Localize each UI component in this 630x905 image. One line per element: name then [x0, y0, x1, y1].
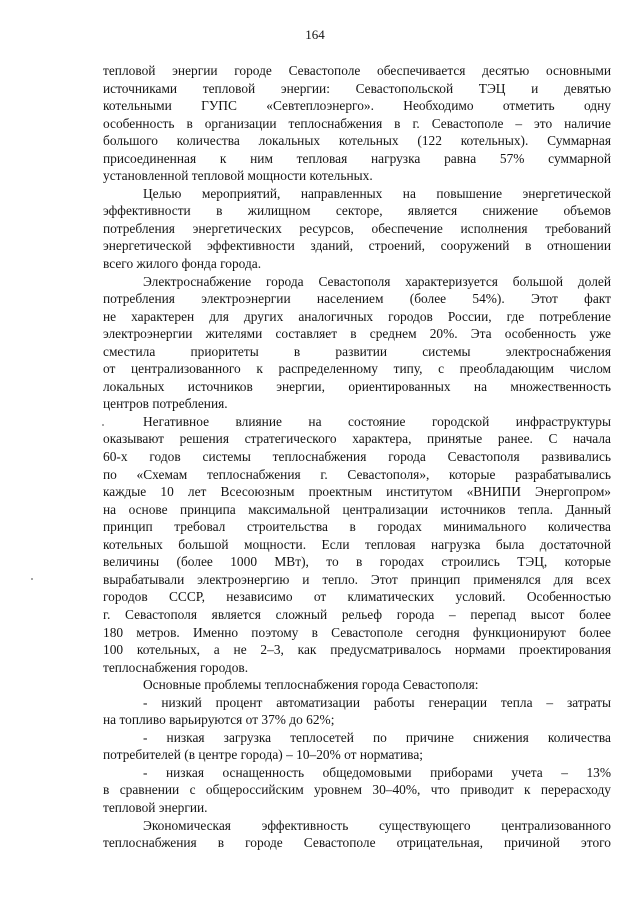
text-line: установленной тепловой мощности котельных. [103, 168, 373, 184]
text-line: локальных источников энергии, ориентированных на множественность [103, 378, 611, 394]
text-line: источниками тепловой энергии: Севастопольской ТЭЦ и девятью [103, 80, 611, 96]
text-line: всего жилого фонда города. [103, 256, 262, 272]
text-line: г. Севастополя является сложный рельеф города – перепад высот более [103, 606, 611, 622]
text-line: большого количества локальных котельных (122 котельных). Суммарная [103, 133, 611, 149]
text-line: в сравнении с общероссийским уровнем 30–40%, что приводит к перерасходу [103, 782, 611, 798]
text-line: - низкая оснащенность общедомовыми приборами учета – 13% [143, 764, 611, 780]
text-line: энергетической эффективности зданий, строений, сооружений в отношении [103, 238, 611, 254]
page-number: 164 [305, 27, 325, 42]
text-line: от централизованного к распределенному типу, с преобладающим числом [103, 361, 611, 377]
text-line: теплоснабжения в городе Севастополе отрицательная, причиной этого [103, 835, 611, 851]
text-line: тепловой энергии. [103, 799, 208, 815]
text-line: - низкий процент автоматизации работы генерации тепла – затраты [143, 694, 611, 710]
text-line: величины (более 1000 МВт), то в городах строились ТЭЦ, которые [103, 554, 611, 570]
text-line: принцип требовал строительства в городах минимального количества [103, 519, 611, 535]
text-line: на топливо варьируются от 37% до 62%; [103, 712, 335, 728]
text-line: особенность в организации теплоснабжения в г. Севастополе – это наличие [103, 115, 611, 131]
text-line: потребителей (в центре города) – 10–20% от норматива; [103, 747, 423, 763]
text-line: тепловой энергии городе Севастополе обеспечивается десятью основными [103, 63, 611, 78]
text-line: Целью мероприятий, направленных на повышение энергетической [143, 185, 611, 201]
text-line: не характерен для других аналогичных городов России, где потребление [103, 308, 611, 324]
text-line: котельных большой мощности. Если тепловая нагрузка была достаточной [103, 536, 611, 552]
scan-speck [102, 424, 104, 426]
text-line: электроэнергии жителями составляет в среднем 20%. Эта особенность уже [103, 326, 611, 342]
text-line: центров потребления. [103, 396, 228, 412]
text-line: на основе принципа максимальной централизации источников тепла. Данный [103, 501, 611, 517]
text-line: - низкая загрузка теплосетей по причине снижения количества [143, 729, 611, 745]
text-line: Основные проблемы теплоснабжения города Севастополя: [143, 677, 479, 693]
text-line: 60-х годов системы теплоснабжения города Севастополя развивались [103, 449, 611, 465]
text-line: вырабатывали электроэнергию и тепло. Этот принцип применялся для всех [103, 571, 611, 587]
text-line: эффективности в жилищном секторе, является снижение объемов [103, 203, 611, 219]
text-line: Негативное влияние на состояние городской инфраструктуры [143, 413, 611, 429]
text-line: оказывают решения стратегического характера, принятые ранее. С начала [103, 431, 611, 447]
text-line: потребления электроэнергии населением (более 54%). Этот факт [103, 291, 611, 307]
text-line: потребления энергетических ресурсов, обеспечение исполнения требований [103, 220, 611, 236]
text-line: котельными ГУПС «Севтеплоэнерго». Необходимо отметить одну [103, 98, 611, 114]
text-line: по «Схемам теплоснабжения г. Севастополя», которые разрабатывались [103, 466, 611, 482]
text-line: сместила приоритеты в развитии системы электроснабжения [103, 343, 611, 359]
body-text [103, 62, 611, 852]
text-line: 180 метров. Именно поэтому в Севастополе сегодня функционируют более [103, 624, 611, 640]
text-line: теплоснабжения городов. [103, 659, 249, 675]
text-line: городов СССР, независимо от климатических условий. Особенностью [103, 589, 611, 605]
text-line: присоединенная к ним тепловая нагрузка равна 57% суммарной [103, 150, 611, 166]
text-line: 100 котельных, а не 2–3, как предусматривалось нормами проектирования [103, 642, 611, 658]
text-line: Экономическая эффективность существующего централизованного [143, 817, 611, 833]
text-line: каждые 10 лет Всесоюзным проектным институтом «ВНИПИ Энергопром» [103, 484, 611, 500]
text-line: Электроснабжение города Севастополя характеризуется большой долей [143, 273, 611, 289]
scan-speck [31, 578, 33, 580]
